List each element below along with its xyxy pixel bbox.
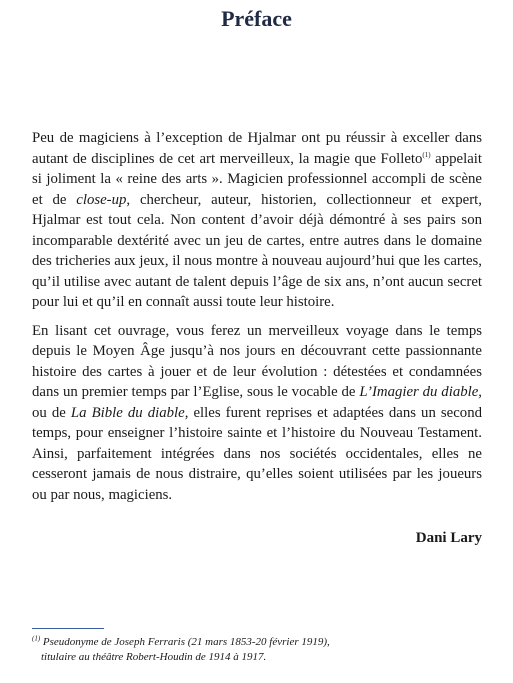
imagier-title: L’Imagier du diable bbox=[359, 384, 479, 400]
paragraph-2 bbox=[32, 321, 482, 506]
paragraph-2-text-b: , ou de bbox=[32, 384, 482, 421]
paragraph-1 bbox=[32, 128, 482, 313]
paragraph-2-text-a: En lisant cet ouvrage, vous ferez un merveilleux voyage dans le temps depuis le Moyen Âge jusqu’à nos jours en découvrant cette passionnante histoire des cartes à jouer et de leur évolution : détestées et condamnées dans un premier temps par l’Eglise, sous le vocable de bbox=[32, 322, 482, 400]
footnote bbox=[32, 635, 412, 665]
paragraph-1-text-a: Peu de magiciens à l’exception de Hjalmar ont pu réussir à exceller dans autant de disciplines de cet art merveilleux, la magie que Folleto bbox=[32, 130, 482, 167]
body-text bbox=[32, 128, 482, 505]
footnote-line-1: Pseudonyme de Joseph Ferraris (21 mars 1853-20 février 1919), bbox=[40, 636, 330, 648]
page-title: Préface bbox=[221, 6, 292, 31]
paragraph-1-text-b: appelait si joliment la « reine des arts ». Magicien professionnel accompli de scène et de bbox=[32, 150, 482, 208]
footnote-marker: (1) bbox=[32, 634, 41, 643]
bible-title: La Bible du diable bbox=[70, 404, 185, 421]
signature: Dani Lary bbox=[415, 530, 482, 546]
footnote-line-2: titulaire au théâtre Robert-Houdin de 1914 à 1917. bbox=[41, 651, 267, 663]
paragraph-1-text-c: , chercheur, auteur, historien, collectionneur et expert, Hjalmar est tout cela. Non content d’avoir déjà démontré à ses pairs son incomparable dextérité avec un jeu de cartes, entre autres dans le domaine des tricheries aux jeux, il nous montre à nouveau aujourd’hui que les cartes, qu’il utilise avec autant de talent depuis l’âge de six ans, n’ont aucun secret pour lui et qu’il en connaît aussi toute leur histoire. bbox=[32, 191, 482, 310]
footnote-reference: (1) bbox=[422, 150, 431, 159]
close-up-term: close-up bbox=[76, 191, 127, 208]
paragraph-2-text-c: , elles furent reprises et adaptées dans un second temps, pour enseigner l’histoire sainte et l’histoire du Nouveau Testament. Ainsi, parfaitement intégrées dans nos sociétés occidentales, elles ne cesseront jamais de nous distraire, qu’elles soient utilisées par les joueurs ou par nous, magiciens. bbox=[32, 404, 482, 503]
footnote-divider bbox=[32, 628, 104, 629]
